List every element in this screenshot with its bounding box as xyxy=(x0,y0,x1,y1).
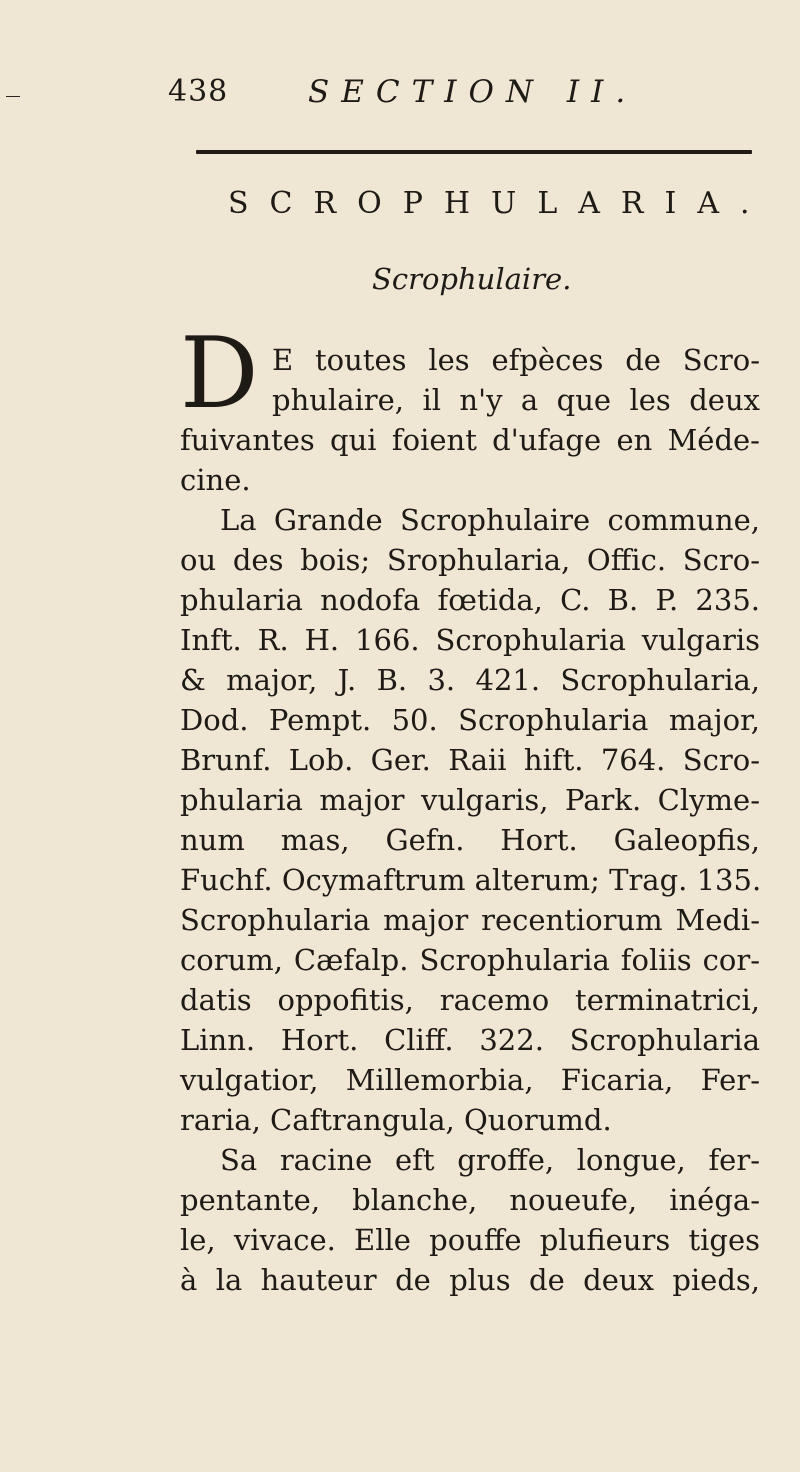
text-line: cine. xyxy=(180,463,251,497)
page-edge-mark xyxy=(6,96,20,97)
drop-cap: D xyxy=(180,317,259,431)
text-line: E toutes les efpèces de Scro- xyxy=(272,343,760,377)
text-line: corum, Cæfalp. Scrophularia foliis cor- xyxy=(180,943,760,977)
text-line: Scrophularia major recentiorum Medi- xyxy=(180,903,760,937)
text-line: ou des bois; Srophularia, Offic. Scro- xyxy=(180,543,760,577)
section-title: SCROPHULARIA. xyxy=(228,186,771,221)
text-line: Sa racine eft groffe, longue, fer- xyxy=(220,1143,760,1177)
text-line: raria, Caftrangula, Quorumd. xyxy=(180,1103,612,1137)
text-line: phularia major vulgaris, Park. Clyme- xyxy=(180,783,760,817)
text-line: vulgatior, Millemorbia, Ficaria, Fer- xyxy=(180,1063,760,1097)
text-line: phularia nodofa fœtida, C. B. P. 235. xyxy=(180,583,760,617)
text-line: & major, J. B. 3. 421. Scrophularia, xyxy=(180,663,760,697)
text-line: phulaire, il n'y a que les deux xyxy=(272,383,760,417)
text-line: pentante, blanche, noueufe, inéga- xyxy=(180,1183,760,1217)
text-line: Fuchf. Ocymaftrum alterum; Trag. 135. xyxy=(180,863,762,897)
header-rule xyxy=(196,150,752,154)
text-line: Linn. Hort. Cliff. 322. Scrophularia xyxy=(180,1023,760,1057)
text-line: Brunf. Lob. Ger. Raii hift. 764. Scro- xyxy=(180,743,760,777)
section-subtitle: Scrophulaire. xyxy=(372,262,572,296)
text-line: le, vivace. Elle pouffe plufieurs tiges xyxy=(180,1223,760,1257)
text-line: datis oppofitis, racemo terminatrici, xyxy=(180,983,760,1017)
text-line: Dod. Pempt. 50. Scrophularia major, xyxy=(180,703,760,737)
text-line: La Grande Scrophulaire commune, xyxy=(220,503,760,537)
running-head: SECTION II. xyxy=(308,74,638,110)
page-header xyxy=(168,70,768,118)
text-line: num mas, Gefn. Hort. Galeopfis, xyxy=(180,823,760,857)
text-line: à la hauteur de plus de deux pieds, xyxy=(180,1263,760,1297)
text-line: Inft. R. H. 166. Scrophularia vulgaris xyxy=(180,623,760,657)
text-line: fuivantes qui foient d'ufage en Méde- xyxy=(180,423,760,457)
page-number: 438 xyxy=(168,74,229,109)
